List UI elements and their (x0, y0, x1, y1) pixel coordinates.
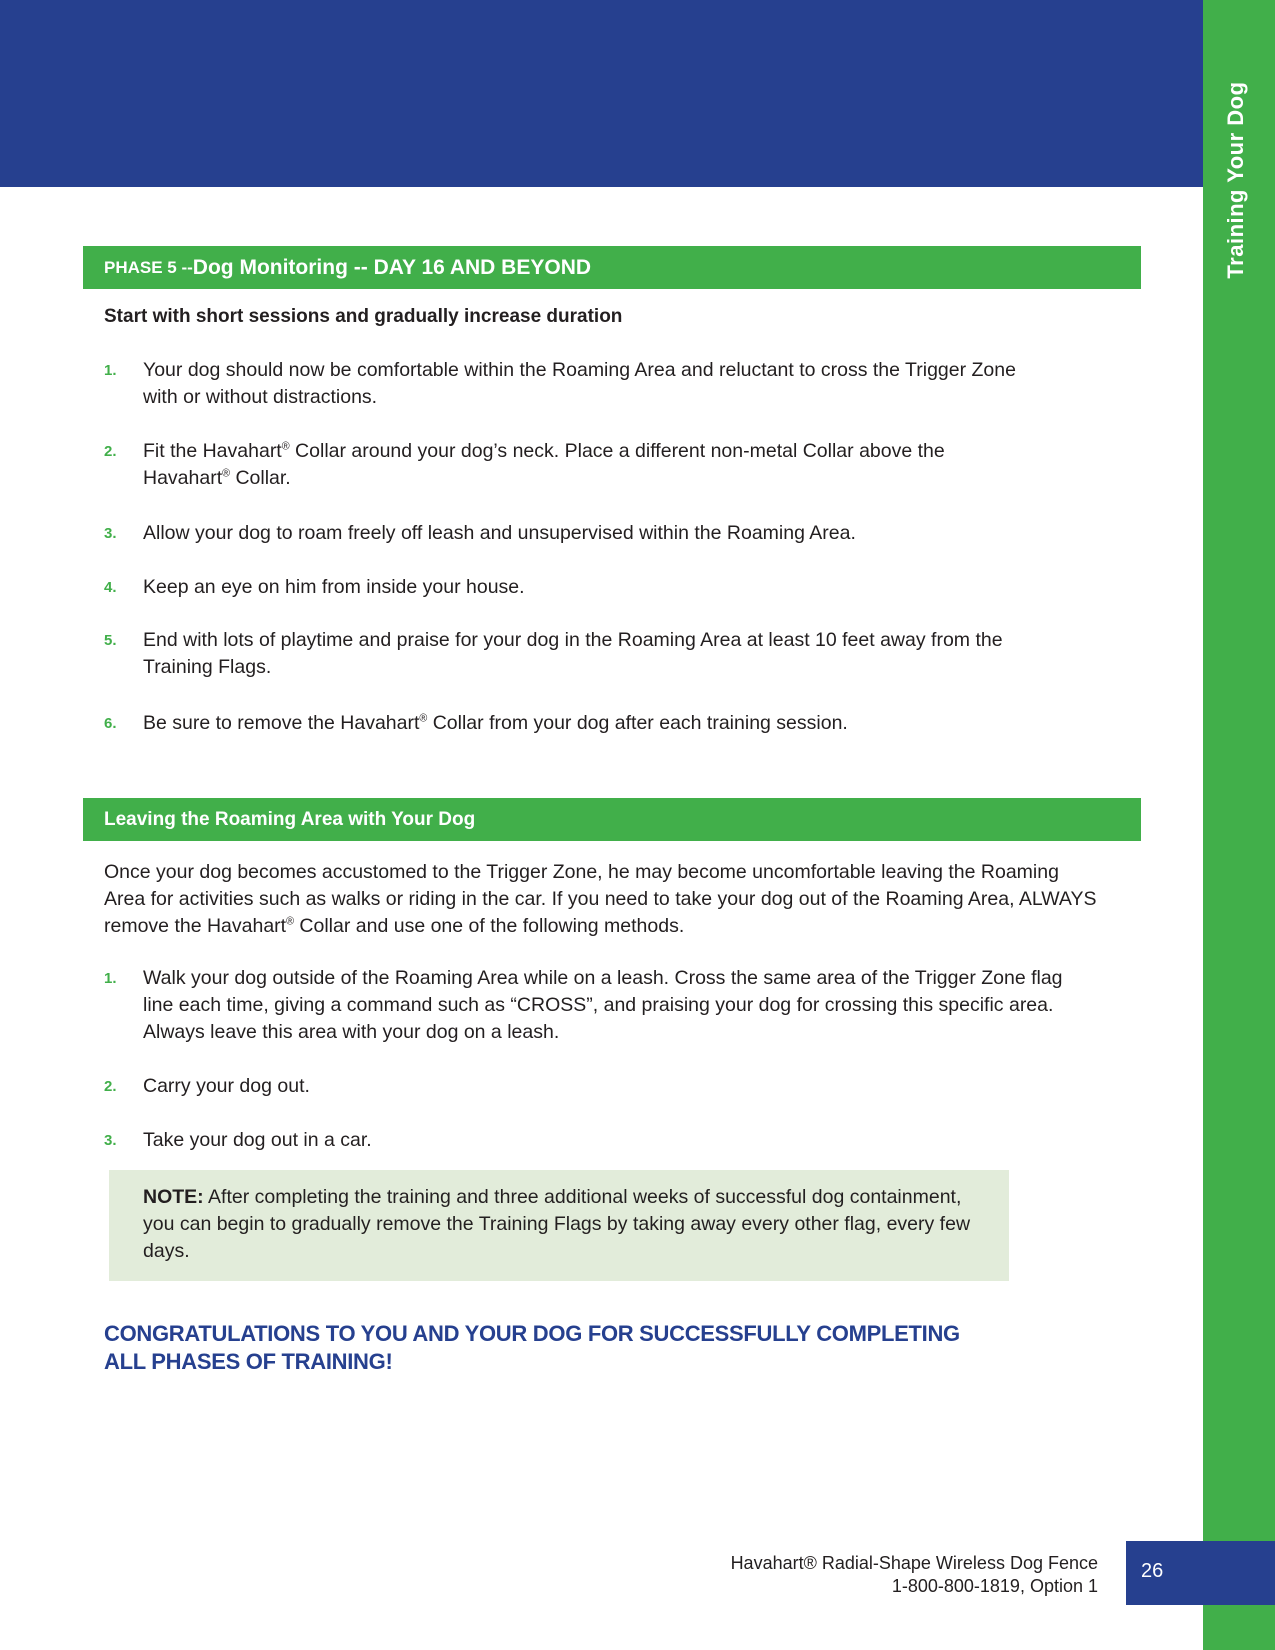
phase5-subhead: Start with short sessions and gradually increase duration (104, 306, 623, 327)
footer-phone: 1-800-800-1819, Option 1 (891, 1576, 1098, 1596)
top-banner (0, 0, 1203, 187)
item-number: 1. (104, 970, 117, 987)
phase5-item-5 (104, 627, 1084, 681)
congratulations-message (104, 1320, 1004, 1376)
phase5-header (83, 246, 1141, 289)
item-text: End with lots of playtime and praise for your dog in the Roaming Area at least 10 feet away from the Training Flags. (143, 629, 1003, 678)
side-tab-label: Training Your Dog (1223, 81, 1248, 279)
note-box (109, 1170, 1009, 1281)
item-number: 3. (104, 525, 117, 542)
phase5-item-6 (104, 710, 1084, 737)
item-text: Carry your dog out. (143, 1075, 310, 1097)
item-number: 6. (104, 715, 117, 732)
item-text: Take your dog out in a car. (143, 1129, 372, 1151)
item-text: Allow your dog to roam freely off leash and unsupervised within the Roaming Area. (143, 522, 856, 544)
item-number: 1. (104, 362, 117, 379)
leaving-item-3 (104, 1127, 1084, 1154)
leaving-item-1 (104, 965, 1084, 1046)
phase5-item-1 (104, 357, 1084, 411)
footer-text (731, 1552, 1098, 1598)
item-number: 2. (104, 1078, 117, 1095)
phase5-title: Dog Monitoring -- DAY 16 AND BEYOND (192, 255, 592, 279)
leaving-item-2 (104, 1073, 1084, 1100)
leaving-intro: Once your dog becomes accustomed to the Trigger Zone, he may become uncomfortable leaving the Roaming Area for activities such as walks or riding in the car. If you need to take your dog out of the Roaming Area, ALWAYS remove the Havahart® Collar and use one of the following methods. (104, 861, 1097, 937)
item-text: Be sure to remove the Havahart® Collar from your dog after each training session. (143, 712, 848, 734)
item-text: Fit the Havahart® Collar around your dog’s neck. Place a different non-metal Collar above the Havahart® Collar. (143, 440, 945, 489)
leaving-header: Leaving the Roaming Area with Your Dog (83, 798, 1141, 841)
item-text: Walk your dog outside of the Roaming Area while on a leash. Cross the same area of the Trigger Zone flag line each time, giving a command such as “CROSS”, and praising your dog for crossing this specific area. Always leave this area with your dog on a leash. (143, 967, 1063, 1043)
phase5-item-4 (104, 574, 1084, 601)
note-text: After completing the training and three additional weeks of successful dog containment, you can begin to gradually remove the Training Flags by taking away every other flag, every few days. (143, 1186, 971, 1262)
phase5-item-2 (104, 438, 1084, 492)
page-number: 26 (1126, 1541, 1275, 1605)
phase5-item-3 (104, 520, 1084, 547)
congrats-line-2: ALL PHASES OF TRAINING! (104, 1349, 393, 1374)
congrats-line-1: CONGRATULATIONS TO YOU AND YOUR DOG FOR SUCCESSFULLY COMPLETING (104, 1321, 960, 1346)
item-text: Keep an eye on him from inside your house. (143, 576, 525, 598)
phase5-title-prefix: PHASE 5 -- (104, 257, 193, 277)
footer-product: Havahart® Radial-Shape Wireless Dog Fence (730, 1553, 1098, 1573)
item-number: 2. (104, 443, 117, 460)
item-number: 4. (104, 579, 117, 596)
item-number: 3. (104, 1132, 117, 1149)
item-number: 5. (104, 632, 117, 649)
note-label: NOTE: (143, 1186, 204, 1208)
item-text: Your dog should now be comfortable within the Roaming Area and reluctant to cross the Trigger Zone with or without distractions. (143, 359, 1016, 408)
